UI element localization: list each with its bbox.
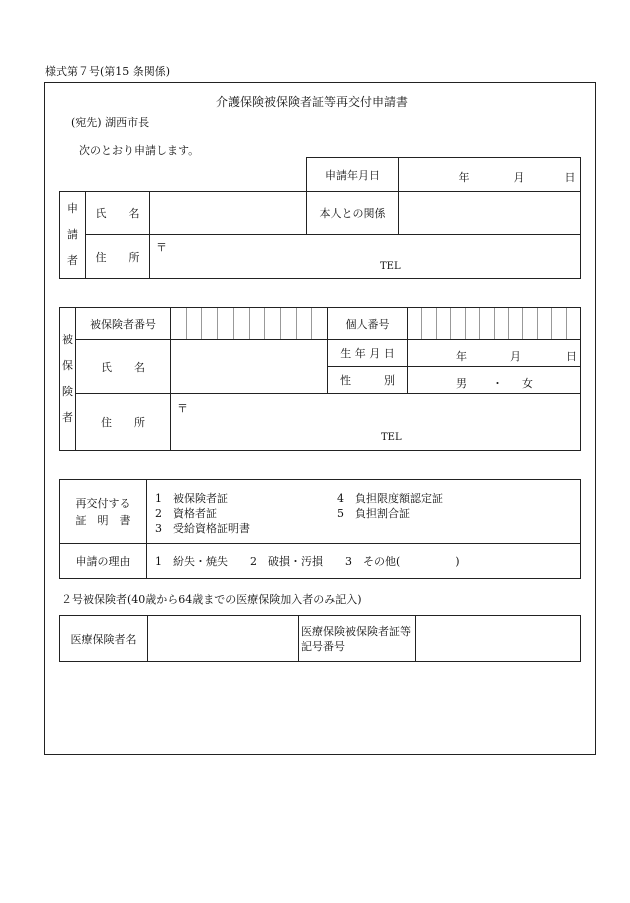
applicant-name-label: 氏 名 <box>86 192 150 235</box>
relation-label: 本人との関係 <box>307 192 399 235</box>
secondary-table <box>59 615 581 662</box>
intro-text: 次のとおり申請します。 <box>79 144 200 157</box>
personal-number-input[interactable] <box>408 308 581 340</box>
insured-address-label: 住 所 <box>76 394 171 451</box>
reissue-options[interactable] <box>147 480 581 544</box>
insured-address-input[interactable] <box>171 394 581 451</box>
tel-label: TEL <box>380 261 401 272</box>
reissue-item[interactable]: 4 負担限度額認定証 <box>337 492 443 505</box>
insured-name-input[interactable] <box>171 340 328 394</box>
tel-label: TEL <box>381 432 402 443</box>
application-date-field[interactable] <box>399 158 581 192</box>
sex-female[interactable]: 女 <box>522 377 533 390</box>
form-title: 介護保険被保険者証等再交付申請書 <box>216 95 409 109</box>
addressee: (宛先) 湖西市長 <box>71 116 150 129</box>
reissue-item[interactable]: 3 受給資格証明書 <box>155 522 250 535</box>
form-number: 様式第７号(第15 条関係) <box>45 65 171 78</box>
insurer-input[interactable] <box>148 616 299 662</box>
personal-number-label: 個人番号 <box>328 308 408 340</box>
insured-side-label: 被 保 険 者 <box>60 308 76 451</box>
application-date-table <box>306 157 581 192</box>
cert-number-label: 医療保険被保険者証等 記号番号 <box>299 616 416 662</box>
reason-options[interactable]: 1 紛失・焼失 2 破損・汚損 3 その他( ) <box>147 544 581 579</box>
sex-male[interactable]: 男 <box>456 377 467 390</box>
date-month: 月 <box>513 170 525 184</box>
postal-mark: 〒 <box>177 402 188 415</box>
reissue-item[interactable]: 5 負担割合証 <box>337 507 410 520</box>
reissue-label: 再交付する 証 明 書 <box>60 480 147 544</box>
insured-number-input[interactable] <box>171 308 328 340</box>
birth-date-input[interactable]: 年 月 日 <box>408 340 581 367</box>
reason-label: 申請の理由 <box>60 544 147 579</box>
postal-mark: 〒 <box>156 241 167 254</box>
reissue-table <box>59 479 581 579</box>
insurer-label: 医療保険者名 <box>60 616 148 662</box>
insured-name-label: 氏 名 <box>76 340 171 394</box>
insured-number-label: 被保険者番号 <box>76 308 171 340</box>
sex-label: 性 別 <box>328 367 408 394</box>
sex-select[interactable]: 男 ・ 女 <box>408 367 581 394</box>
applicant-side-label: 申 請 者 <box>60 192 86 279</box>
applicant-table <box>59 191 581 279</box>
application-date-label: 申請年月日 <box>307 158 399 192</box>
relation-input[interactable] <box>399 192 581 235</box>
applicant-address-label: 住 所 <box>86 235 150 279</box>
insured-table <box>59 307 581 451</box>
date-day: 日 <box>564 170 576 184</box>
birth-label: 生 年 月 日 <box>328 340 408 367</box>
cert-number-input[interactable] <box>416 616 581 662</box>
date-year: 年 <box>458 170 470 184</box>
secondary-note: ２号被保険者(40歳から64歳までの医療保険加入者のみ記入) <box>61 593 362 606</box>
reissue-item[interactable]: 2 資格者証 <box>155 507 217 520</box>
applicant-address-input[interactable] <box>150 235 581 279</box>
applicant-name-input[interactable] <box>150 192 307 235</box>
reissue-item[interactable]: 1 被保険者証 <box>155 492 228 505</box>
